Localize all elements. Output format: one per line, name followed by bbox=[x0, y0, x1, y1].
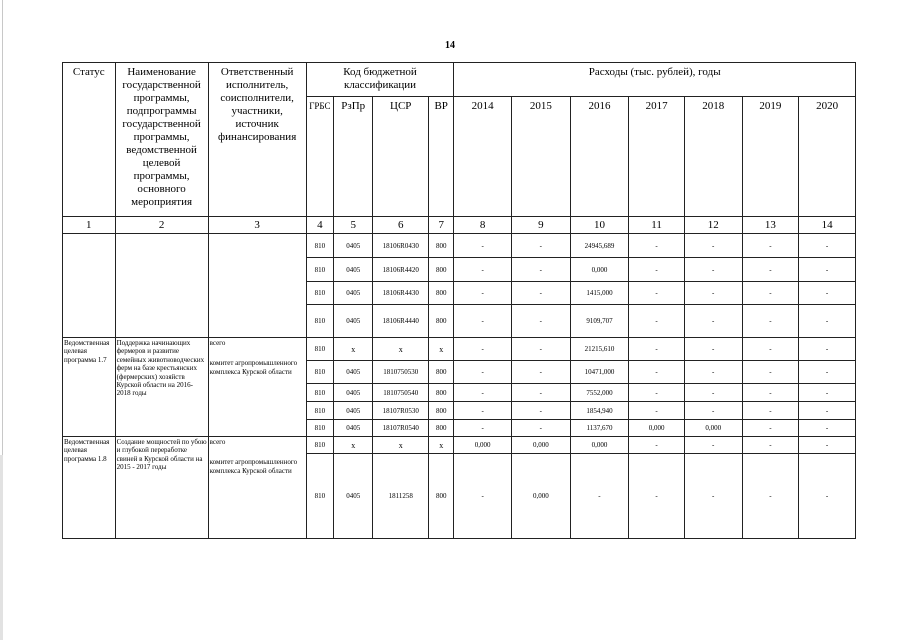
year-2016-cell: 1415,000 bbox=[570, 282, 629, 305]
year-2014-cell: - bbox=[454, 361, 512, 384]
year-2014-cell: - bbox=[454, 234, 512, 258]
vr-cell: 800 bbox=[429, 420, 454, 437]
column-number: 11 bbox=[629, 217, 685, 234]
csr-cell: 18107R0540 bbox=[373, 420, 429, 437]
year-2018-cell: - bbox=[684, 361, 742, 384]
header-expenses: Расходы (тыс. рублей), годы bbox=[454, 63, 856, 97]
column-number: 6 bbox=[373, 217, 429, 234]
header-rzpr: РзПр bbox=[334, 97, 373, 217]
column-number: 13 bbox=[742, 217, 799, 234]
year-2014-cell: - bbox=[454, 338, 512, 361]
year-2017-cell: - bbox=[629, 384, 685, 402]
year-2015-cell: - bbox=[511, 258, 570, 282]
table-row bbox=[63, 338, 856, 361]
header-year: 2019 bbox=[742, 97, 799, 217]
year-2018-cell: - bbox=[684, 454, 742, 539]
year-2015-cell: - bbox=[511, 420, 570, 437]
year-2017-cell: - bbox=[629, 338, 685, 361]
column-number: 8 bbox=[454, 217, 512, 234]
csr-cell: 18106R4440 bbox=[373, 305, 429, 338]
year-2014-cell: - bbox=[454, 305, 512, 338]
year-2014-cell: - bbox=[454, 384, 512, 402]
grbs-cell: 810 bbox=[306, 402, 333, 420]
csr-cell: 18107R0530 bbox=[373, 402, 429, 420]
grbs-cell: 810 bbox=[306, 420, 333, 437]
rzpr-cell: 0405 bbox=[334, 384, 373, 402]
year-2019-cell: - bbox=[742, 454, 799, 539]
year-2014-cell: - bbox=[454, 282, 512, 305]
header-grbs: ГРБС bbox=[306, 97, 333, 217]
year-2018-cell: - bbox=[684, 338, 742, 361]
vr-cell: 800 bbox=[429, 234, 454, 258]
responsible-text: всего bbox=[209, 438, 226, 446]
header-year: 2014 bbox=[454, 97, 512, 217]
year-2016-cell: 0,000 bbox=[570, 258, 629, 282]
year-2015-cell: - bbox=[511, 361, 570, 384]
year-2019-cell: - bbox=[742, 282, 799, 305]
rzpr-cell: 0405 bbox=[334, 402, 373, 420]
rzpr-cell: 0405 bbox=[334, 282, 373, 305]
year-2018-cell: 0,000 bbox=[684, 420, 742, 437]
year-2014-cell: - bbox=[454, 258, 512, 282]
header-responsible: Ответственный исполнитель, соисполнители, участники, источник финансирования bbox=[208, 63, 306, 217]
year-2017-cell: - bbox=[629, 305, 685, 338]
grbs-cell: 810 bbox=[306, 305, 333, 338]
rzpr-cell: x bbox=[334, 437, 373, 454]
year-2018-cell: - bbox=[684, 258, 742, 282]
year-2015-cell: - bbox=[511, 234, 570, 258]
grbs-cell: 810 bbox=[306, 234, 333, 258]
year-2015-cell: 0,000 bbox=[511, 437, 570, 454]
status-cell: Ведомственная целевая программа 1.7 bbox=[63, 338, 116, 437]
header-year: 2020 bbox=[799, 97, 856, 217]
header-year: 2015 bbox=[511, 97, 570, 217]
csr-cell: 1810750540 bbox=[373, 384, 429, 402]
year-2020-cell: - bbox=[799, 234, 856, 258]
year-2017-cell: - bbox=[629, 454, 685, 539]
page-number: 14 bbox=[445, 40, 455, 51]
year-2020-cell: - bbox=[799, 454, 856, 539]
rzpr-cell: x bbox=[334, 338, 373, 361]
scan-edge-shadow bbox=[0, 455, 3, 640]
year-2016-cell: 0,000 bbox=[570, 437, 629, 454]
table-body bbox=[63, 234, 856, 539]
header-status: Статус bbox=[63, 63, 116, 217]
vr-cell: 800 bbox=[429, 282, 454, 305]
year-2016-cell: 7552,000 bbox=[570, 384, 629, 402]
program-name-cell bbox=[115, 234, 208, 338]
budget-expenses-table bbox=[62, 62, 856, 539]
vr-cell: 800 bbox=[429, 402, 454, 420]
csr-cell: x bbox=[373, 338, 429, 361]
responsible-cell bbox=[208, 338, 306, 437]
grbs-cell: 810 bbox=[306, 361, 333, 384]
status-cell: Ведомственная целевая программа 1.8 bbox=[63, 437, 116, 539]
csr-cell: 1811258 bbox=[373, 454, 429, 539]
year-2019-cell: - bbox=[742, 402, 799, 420]
year-2018-cell: - bbox=[684, 234, 742, 258]
vr-cell: 800 bbox=[429, 454, 454, 539]
grbs-cell: 810 bbox=[306, 454, 333, 539]
responsible-gap bbox=[210, 347, 305, 359]
year-2020-cell: - bbox=[799, 361, 856, 384]
csr-cell: 1810750530 bbox=[373, 361, 429, 384]
year-2015-cell: 0,000 bbox=[511, 454, 570, 539]
vr-cell: 800 bbox=[429, 361, 454, 384]
rzpr-cell: 0405 bbox=[334, 234, 373, 258]
csr-cell: x bbox=[373, 437, 429, 454]
csr-cell: 18106R4430 bbox=[373, 282, 429, 305]
year-2020-cell: - bbox=[799, 258, 856, 282]
column-number: 14 bbox=[799, 217, 856, 234]
year-2018-cell: - bbox=[684, 282, 742, 305]
column-number: 4 bbox=[306, 217, 333, 234]
table-row bbox=[63, 234, 856, 258]
header-budget-code: Код бюджетной классификации bbox=[306, 63, 454, 97]
column-number: 2 bbox=[115, 217, 208, 234]
year-2020-cell: - bbox=[799, 338, 856, 361]
year-2017-cell: - bbox=[629, 402, 685, 420]
year-2017-cell: 0,000 bbox=[629, 420, 685, 437]
year-2020-cell: - bbox=[799, 437, 856, 454]
year-2019-cell: - bbox=[742, 384, 799, 402]
year-2016-cell: 1137,670 bbox=[570, 420, 629, 437]
year-2015-cell: - bbox=[511, 402, 570, 420]
year-2017-cell: - bbox=[629, 258, 685, 282]
column-number: 7 bbox=[429, 217, 454, 234]
year-2018-cell: - bbox=[684, 402, 742, 420]
header-year: 2017 bbox=[629, 97, 685, 217]
header-year: 2018 bbox=[684, 97, 742, 217]
year-2017-cell: - bbox=[629, 361, 685, 384]
column-number: 10 bbox=[570, 217, 629, 234]
year-2016-cell: 10471,000 bbox=[570, 361, 629, 384]
vr-cell: x bbox=[429, 437, 454, 454]
responsible-cell bbox=[208, 234, 306, 338]
responsible-gap bbox=[210, 446, 305, 458]
responsible-cell bbox=[208, 437, 306, 539]
program-name-cell: Создание мощностей по убою и глубокой переработке свиней в Курской области на 2015 - 2017 годы bbox=[115, 437, 208, 539]
responsible-text: комитет агропромышленного комплекса Курской области bbox=[209, 458, 298, 475]
grbs-cell: 810 bbox=[306, 338, 333, 361]
year-2019-cell: - bbox=[742, 437, 799, 454]
grbs-cell: 810 bbox=[306, 258, 333, 282]
year-2016-cell: 9109,707 bbox=[570, 305, 629, 338]
grbs-cell: 810 bbox=[306, 282, 333, 305]
year-2019-cell: - bbox=[742, 305, 799, 338]
responsible-text: комитет агропромышленного комплекса Курской области bbox=[209, 359, 298, 376]
program-name-cell: Поддержка начинающих фермеров и развитие семейных животноводческих ферм на базе крестьянских (фермерских) хозяйств Курской области на 2016-2018 годы bbox=[115, 338, 208, 437]
year-2019-cell: - bbox=[742, 258, 799, 282]
rzpr-cell: 0405 bbox=[334, 454, 373, 539]
year-2016-cell: 24945,689 bbox=[570, 234, 629, 258]
year-2017-cell: - bbox=[629, 437, 685, 454]
column-number: 3 bbox=[208, 217, 306, 234]
year-2020-cell: - bbox=[799, 384, 856, 402]
header-vr: ВР bbox=[429, 97, 454, 217]
year-2019-cell: - bbox=[742, 234, 799, 258]
vr-cell: 800 bbox=[429, 258, 454, 282]
year-2015-cell: - bbox=[511, 305, 570, 338]
rzpr-cell: 0405 bbox=[334, 361, 373, 384]
year-2020-cell: - bbox=[799, 420, 856, 437]
year-2014-cell: 0,000 bbox=[454, 437, 512, 454]
year-2014-cell: - bbox=[454, 420, 512, 437]
year-2018-cell: - bbox=[684, 437, 742, 454]
year-2014-cell: - bbox=[454, 454, 512, 539]
csr-cell: 18106R4420 bbox=[373, 258, 429, 282]
column-number: 9 bbox=[511, 217, 570, 234]
grbs-cell: 810 bbox=[306, 384, 333, 402]
year-2017-cell: - bbox=[629, 234, 685, 258]
rzpr-cell: 0405 bbox=[334, 258, 373, 282]
year-2017-cell: - bbox=[629, 282, 685, 305]
year-2019-cell: - bbox=[742, 361, 799, 384]
column-number: 12 bbox=[684, 217, 742, 234]
year-2014-cell: - bbox=[454, 402, 512, 420]
year-2018-cell: - bbox=[684, 305, 742, 338]
year-2015-cell: - bbox=[511, 384, 570, 402]
year-2018-cell: - bbox=[684, 384, 742, 402]
year-2020-cell: - bbox=[799, 402, 856, 420]
responsible-text: всего bbox=[209, 339, 226, 347]
vr-cell: x bbox=[429, 338, 454, 361]
year-2020-cell: - bbox=[799, 282, 856, 305]
rzpr-cell: 0405 bbox=[334, 305, 373, 338]
rzpr-cell: 0405 bbox=[334, 420, 373, 437]
grbs-cell: 810 bbox=[306, 437, 333, 454]
year-2020-cell: - bbox=[799, 305, 856, 338]
year-2019-cell: - bbox=[742, 338, 799, 361]
csr-cell: 18106R0430 bbox=[373, 234, 429, 258]
year-2016-cell: - bbox=[570, 454, 629, 539]
table-row bbox=[63, 437, 856, 454]
column-number: 1 bbox=[63, 217, 116, 234]
vr-cell: 800 bbox=[429, 384, 454, 402]
header-year: 2016 bbox=[570, 97, 629, 217]
year-2015-cell: - bbox=[511, 282, 570, 305]
year-2016-cell: 1854,940 bbox=[570, 402, 629, 420]
header-csr: ЦСР bbox=[373, 97, 429, 217]
header-program-name: Наименование государственной программы, подпрограммы государственной программы, ведомственной целевой программы, основного мероприятия bbox=[115, 63, 208, 217]
vr-cell: 800 bbox=[429, 305, 454, 338]
year-2016-cell: 21215,610 bbox=[570, 338, 629, 361]
year-2015-cell: - bbox=[511, 338, 570, 361]
column-number: 5 bbox=[334, 217, 373, 234]
year-2019-cell: - bbox=[742, 420, 799, 437]
status-cell bbox=[63, 234, 116, 338]
